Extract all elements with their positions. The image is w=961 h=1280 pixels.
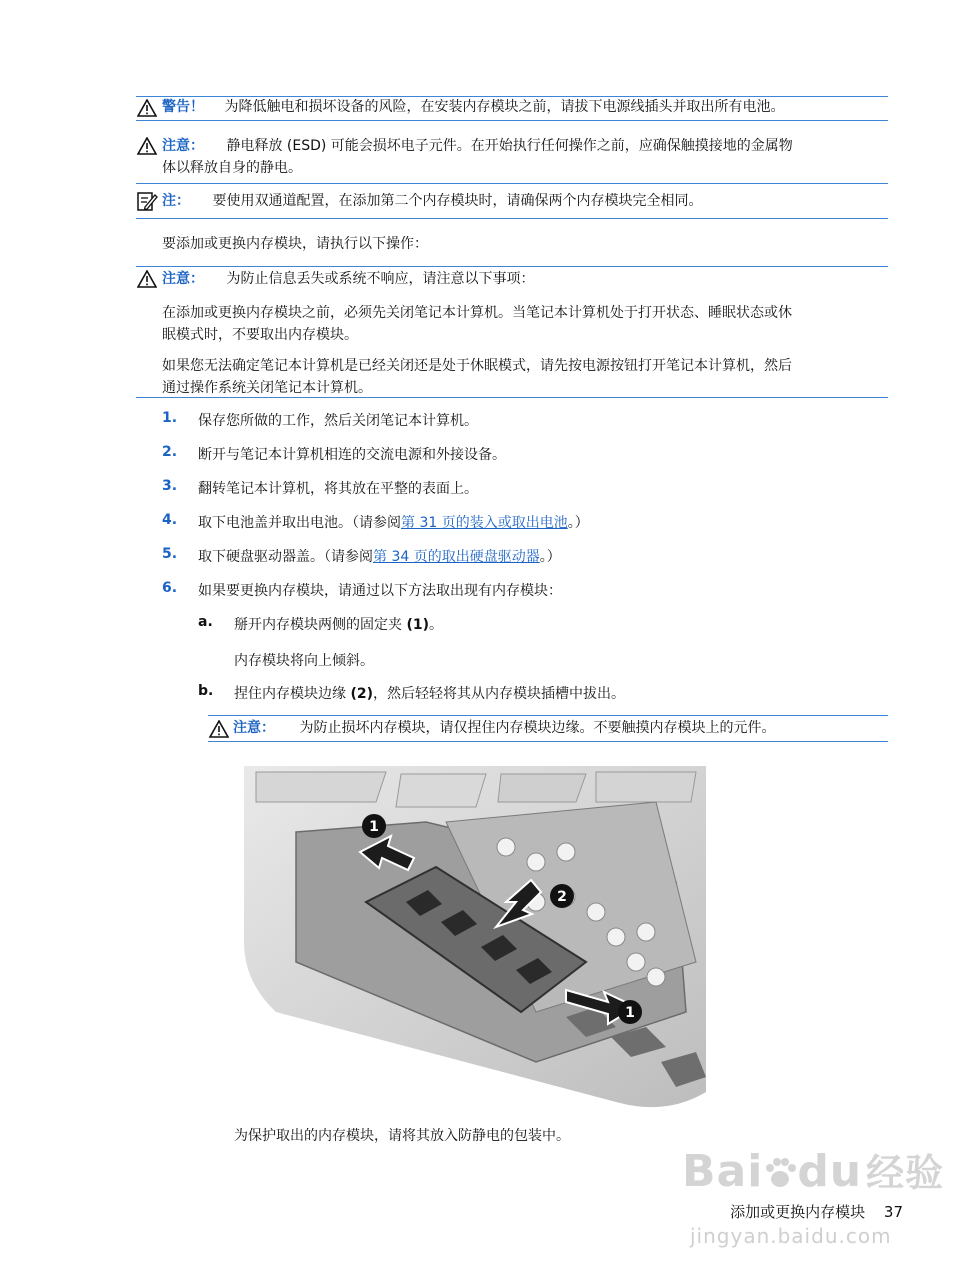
warning-block — [162, 96, 889, 118]
caution2-heading — [162, 268, 534, 290]
hard-drive-section-link[interactable]: 第 34 页的取出硬盘驱动器 — [373, 549, 540, 565]
step-5-pre: 取下硬盘驱动器盖。（请参阅 — [198, 549, 373, 565]
caution3-triangle-icon — [209, 720, 229, 738]
substep-b-text — [234, 683, 625, 703]
intro-text: 要添加或更换内存模块，请执行以下操作： — [162, 236, 428, 252]
step-4-post: 。） — [567, 515, 589, 531]
after-figure-text: 为保护取出的内存模块，请将其放入防静电的包装中。 — [234, 1128, 570, 1144]
callout-2: 2 — [557, 889, 567, 905]
caution2-top-rule — [136, 266, 888, 267]
note1-text: 要使用双通道配置，在添加第二个内存模块时，请确保两个内存模块完全相同。 — [212, 193, 703, 209]
step-2-text: 断开与笔记本计算机相连的交流电源和外接设备。 — [198, 447, 506, 463]
callout-1-bottom: 1 — [625, 1005, 635, 1021]
step-1-text: 保存您所做的工作，然后关闭笔记本计算机。 — [198, 413, 478, 429]
watermark-brand-a: Bai — [682, 1146, 764, 1197]
caution1-line2: 体以释放自身的静电。 — [162, 160, 302, 176]
substep-b-pre: 捏住内存模块边缘 — [234, 686, 351, 702]
step-5-number: 5. — [162, 546, 178, 562]
caution2-para2-line1: 如果您无法确定笔记本计算机是已经关闭还是处于休眠模式，请先按电源按钮打开笔记本计算机，然后 — [162, 358, 792, 374]
substep-b-post: ，然后轻轻将其从内存模块插槽中拔出。 — [373, 686, 625, 702]
baidu-watermark-logo — [682, 1148, 944, 1197]
caution2-para2-line2: 通过操作系统关闭笔记本计算机。 — [162, 380, 372, 396]
caution2-label: 注意： — [162, 271, 204, 287]
caution1-line1: 静电释放 (ESD) 可能会损坏电子元件。在开始执行任何操作之前，应确保触摸接地的金属物 — [226, 138, 793, 154]
caution2-bottom-rule — [136, 397, 888, 398]
page-number: 37 — [883, 1203, 903, 1221]
substep-a-post: 。 — [429, 617, 443, 633]
step-5-post: 。） — [539, 549, 561, 565]
substep-b-callout: (2) — [350, 686, 373, 702]
caution3-block — [233, 717, 775, 739]
step-6-text: 如果要更换内存模块，请通过以下方法取出现有内存模块： — [198, 583, 562, 599]
warning-bottom-rule — [136, 120, 888, 121]
step-3-number: 3. — [162, 478, 178, 494]
warning-label: 警告！ — [162, 99, 204, 115]
caution1-label: 注意： — [162, 138, 204, 154]
note1-label: 注： — [162, 193, 190, 209]
caution2-text: 为防止信息丢失或系统不响应，请注意以下事项： — [226, 271, 535, 287]
substep-a-text — [234, 614, 443, 634]
caution1-bottom-rule — [136, 183, 888, 184]
paw-icon — [763, 1156, 797, 1190]
substep-b-label: b. — [198, 683, 214, 699]
watermark-url: jingyan.baidu.com — [690, 1224, 892, 1248]
step-4-pre: 取下电池盖并取出电池。（请参阅 — [198, 515, 401, 531]
substep-a-label: a. — [198, 614, 213, 630]
caution2-para1 — [162, 302, 890, 346]
caution3-bottom-rule — [208, 741, 888, 742]
caution2-triangle-icon — [137, 270, 157, 288]
step-4-text — [198, 512, 589, 532]
watermark-brand-c: 经验 — [866, 1151, 945, 1195]
step-4-number: 4. — [162, 512, 178, 528]
step-1-number: 1. — [162, 410, 178, 426]
caution1-block — [162, 135, 793, 157]
step-3-text: 翻转笔记本计算机，将其放在平整的表面上。 — [198, 481, 478, 497]
step-6-number: 6. — [162, 580, 178, 596]
step-2-number: 2. — [162, 444, 178, 460]
caution2-para1-line2: 眠模式时，不要取出内存模块。 — [162, 327, 358, 343]
step-5-text — [198, 546, 561, 566]
watermark-brand-b: du — [797, 1146, 863, 1197]
warning-triangle-icon — [137, 99, 157, 117]
footer-section-title: 添加或更换内存模块 — [730, 1203, 866, 1221]
memory-module-figure — [236, 762, 714, 1116]
page-footer — [730, 1201, 903, 1222]
note-pencil-icon — [136, 190, 158, 212]
caution2-para2 — [162, 355, 890, 399]
callout-1-top: 1 — [369, 819, 379, 835]
caution2-para1-line1: 在添加或更换内存模块之前，必须先关闭笔记本计算机。当笔记本计算机处于打开状态、睡眠状态或休 — [162, 305, 792, 321]
note1-block — [162, 190, 702, 212]
caution3-text: 为防止损坏内存模块，请仅捏住内存模块边缘。不要触摸内存模块上的元件。 — [299, 720, 776, 736]
caution3-label: 注意： — [233, 720, 275, 736]
note1-bottom-rule — [136, 218, 888, 219]
substep-a-pre: 掰开内存模块两侧的固定夹 — [234, 617, 407, 633]
battery-section-link[interactable]: 第 31 页的装入或取出电池 — [401, 515, 568, 531]
caution3-top-rule — [208, 715, 888, 716]
caution-triangle-icon — [137, 137, 157, 155]
substep-a-result: 内存模块将向上倾斜。 — [234, 653, 374, 669]
substep-a-callout: (1) — [406, 617, 429, 633]
warning-text: 为降低触电和损坏设备的风险，在安装内存模块之前，请拔下电源线插头并取出所有电池。 — [224, 99, 785, 115]
